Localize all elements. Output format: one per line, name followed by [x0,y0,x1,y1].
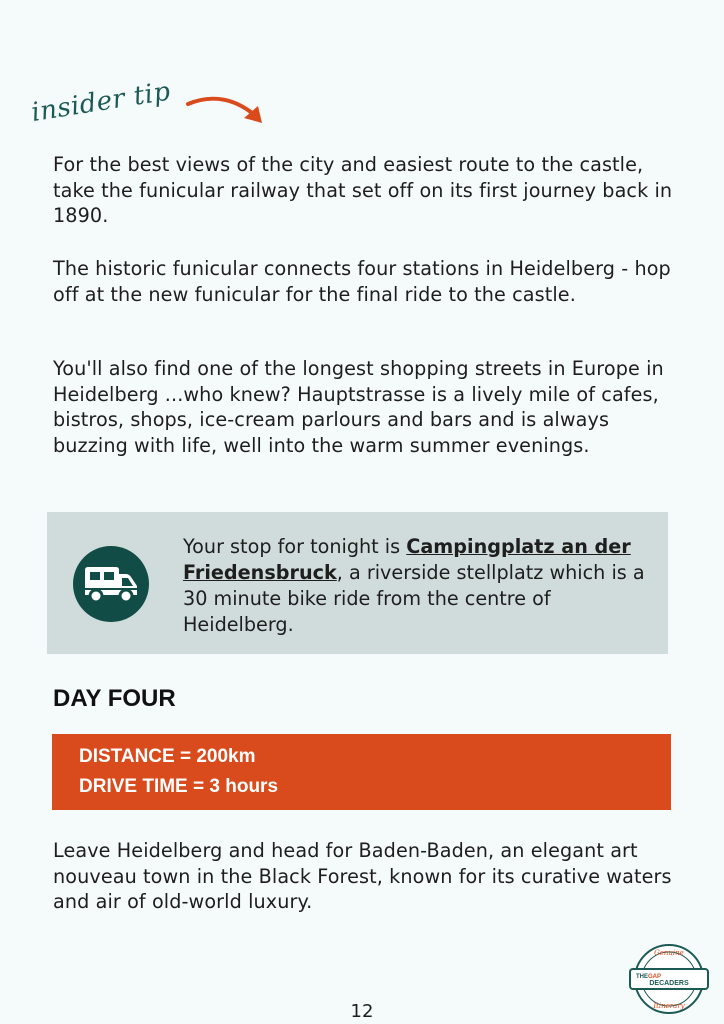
logo-line1: THE [636,974,648,980]
stop-text-prefix: Your stop for tonight is [183,535,407,558]
logo-line1b: GAP [648,974,662,980]
day-heading: DAY FOUR [53,685,176,712]
campervan-icon [73,546,149,622]
shopping-paragraph: You'll also find one of the longest shopping streets in Europe in Heidelberg ...who knew? Hauptstrasse is a lively mile of cafes, bistros, shops, ice-cream parlours and bars and is always buzzing with life, well into the warm summer evenings. [53,357,664,457]
distance-stat: DISTANCE = 200km [79,746,256,767]
drive-stats-bar [52,734,671,810]
logo-bottom-text: Itinerary [653,1002,685,1010]
funicular-paragraph: For the best views of the city and easiest route to the castle, take the funicular railway that set off on its first journey back in 1890. [53,153,673,227]
logo-top-text: Genuine [654,949,684,957]
logo-line2: DECADERS [649,980,689,987]
campsite-link[interactable]: Campingplatz an der Friedensbruck [183,535,631,584]
baden-baden-paragraph: Leave Heidelberg and head for Baden-Baden, an elegant art nouveau town in the Black Forest, known for its curative waters and air of old-world luxury. [53,839,672,913]
arrow-right-icon [184,92,274,132]
overnight-stop-text [183,534,653,638]
drive-time-stat: DRIVE TIME = 3 hours [79,776,279,797]
insider-tip-header [29,76,254,142]
page-number: 12 [350,1001,374,1022]
stop-text-suffix: , a riverside stellplatz which is a 30 minute bike ride from the centre of Heidelberg. [183,561,645,636]
stations-paragraph: The historic funicular connects four stations in Heidelberg - hop off at the new funicular for the final ride to the castle. [53,257,671,306]
insider-tip-label: insider tip [29,76,173,128]
overnight-stop-box [47,512,668,654]
